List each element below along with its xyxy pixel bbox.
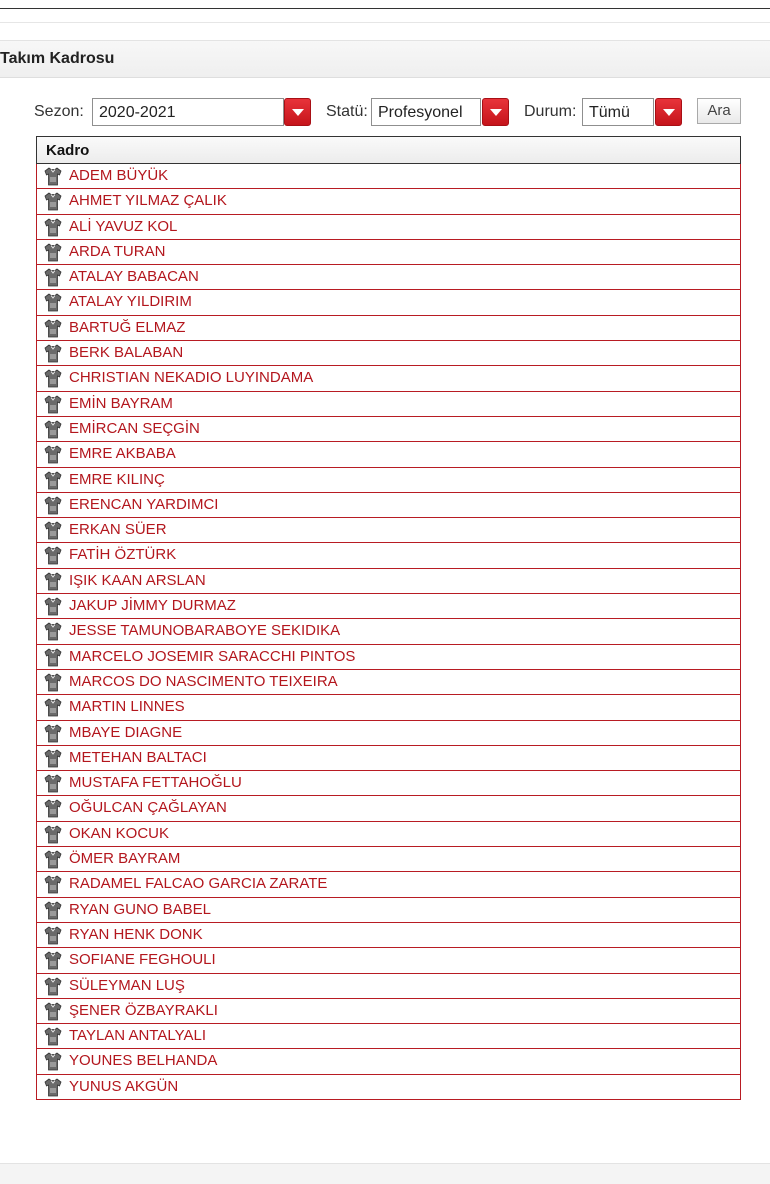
player-row[interactable] bbox=[36, 543, 741, 568]
jersey-icon bbox=[44, 167, 62, 186]
player-name-link[interactable]: ERKAN SÜER bbox=[69, 521, 167, 539]
player-row[interactable] bbox=[36, 923, 741, 948]
player-row[interactable] bbox=[36, 493, 741, 518]
player-row[interactable] bbox=[36, 189, 741, 214]
player-row[interactable] bbox=[36, 215, 741, 240]
player-name-link[interactable]: ATALAY BABACAN bbox=[69, 268, 199, 286]
player-row[interactable] bbox=[36, 872, 741, 897]
section-header bbox=[0, 40, 770, 78]
jersey-icon bbox=[44, 369, 62, 388]
player-name-link[interactable]: SOFIANE FEGHOULI bbox=[69, 951, 216, 969]
player-row[interactable] bbox=[36, 999, 741, 1024]
player-name-link[interactable]: JAKUP JİMMY DURMAZ bbox=[69, 597, 236, 615]
jersey-icon bbox=[44, 243, 62, 262]
status-dropdown-button[interactable] bbox=[482, 98, 509, 126]
player-row[interactable] bbox=[36, 468, 741, 493]
player-name-link[interactable]: ŞENER ÖZBAYRAKLI bbox=[69, 1001, 218, 1019]
player-row[interactable] bbox=[36, 341, 741, 366]
player-row[interactable] bbox=[36, 518, 741, 543]
jersey-icon bbox=[44, 774, 62, 793]
player-name-link[interactable]: IŞIK KAAN ARSLAN bbox=[69, 571, 206, 589]
player-name-link[interactable]: JESSE TAMUNOBARABOYE SEKIDIKA bbox=[69, 622, 341, 640]
player-row[interactable] bbox=[36, 164, 741, 189]
player-row[interactable] bbox=[36, 240, 741, 265]
jersey-icon bbox=[44, 293, 62, 312]
status-select-value: Profesyonel bbox=[378, 104, 463, 121]
player-name-link[interactable]: ADEM BÜYÜK bbox=[69, 167, 169, 184]
jersey-icon bbox=[44, 673, 62, 692]
jersey-icon bbox=[44, 875, 62, 894]
player-name-link[interactable]: RYAN GUNO BABEL bbox=[69, 900, 211, 918]
player-row[interactable] bbox=[36, 974, 741, 999]
section-title: Takım Kadrosu bbox=[0, 50, 115, 67]
player-name-link[interactable]: TAYLAN ANTALYALI bbox=[69, 1027, 206, 1045]
player-name-link[interactable]: ATALAY YILDIRIM bbox=[69, 293, 192, 311]
season-dropdown-button[interactable] bbox=[284, 98, 311, 126]
player-row[interactable] bbox=[36, 822, 741, 847]
condition-label: Durum: bbox=[524, 103, 577, 120]
jersey-icon bbox=[44, 192, 62, 211]
player-row[interactable] bbox=[36, 442, 741, 467]
player-name-link[interactable]: FATİH ÖZTÜRK bbox=[69, 546, 177, 564]
chevron-down-icon bbox=[291, 108, 305, 118]
jersey-icon bbox=[44, 724, 62, 743]
jersey-icon bbox=[44, 597, 62, 616]
jersey-icon bbox=[44, 825, 62, 844]
player-name-link[interactable]: ALİ YAVUZ KOL bbox=[69, 217, 178, 235]
player-name-link[interactable]: MARCELO JOSEMIR SARACCHI PINTOS bbox=[69, 647, 356, 665]
jersey-icon bbox=[44, 951, 62, 970]
table-header-label: Kadro bbox=[46, 142, 90, 159]
player-row[interactable] bbox=[36, 392, 741, 417]
player-name-link[interactable]: EMRE KILINÇ bbox=[69, 470, 165, 488]
search-button[interactable]: Ara bbox=[697, 98, 741, 124]
jersey-icon bbox=[44, 268, 62, 287]
jersey-icon bbox=[44, 395, 62, 414]
jersey-icon bbox=[44, 496, 62, 515]
jersey-icon bbox=[44, 1002, 62, 1021]
player-row[interactable] bbox=[36, 1024, 741, 1049]
jersey-icon bbox=[44, 218, 62, 237]
status-select[interactable] bbox=[371, 98, 481, 126]
player-name-link[interactable]: ERENCAN YARDIMCI bbox=[69, 495, 219, 513]
player-name-link[interactable]: RYAN HENK DONK bbox=[69, 925, 203, 943]
player-name-link[interactable]: ÖMER BAYRAM bbox=[69, 850, 181, 868]
player-row[interactable] bbox=[36, 290, 741, 315]
player-row[interactable] bbox=[36, 670, 741, 695]
jersey-icon bbox=[44, 445, 62, 464]
jersey-icon bbox=[44, 344, 62, 363]
player-row[interactable] bbox=[36, 619, 741, 644]
jersey-icon bbox=[44, 1078, 62, 1097]
player-name-link[interactable]: METEHAN BALTACI bbox=[69, 748, 207, 766]
player-row[interactable] bbox=[36, 645, 741, 670]
season-label: Sezon: bbox=[34, 103, 84, 120]
player-name-link[interactable]: RADAMEL FALCAO GARCIA ZARATE bbox=[69, 875, 328, 893]
player-name-link[interactable]: MARCOS DO NASCIMENTO TEIXEIRA bbox=[69, 672, 338, 690]
jersey-icon bbox=[44, 850, 62, 869]
player-row[interactable] bbox=[36, 721, 741, 746]
player-row[interactable] bbox=[36, 417, 741, 442]
jersey-icon bbox=[44, 471, 62, 490]
player-row[interactable] bbox=[36, 771, 741, 796]
player-row[interactable] bbox=[36, 1075, 741, 1100]
player-name-link[interactable]: MBAYE DIAGNE bbox=[69, 723, 183, 741]
player-row[interactable] bbox=[36, 695, 741, 720]
player-name-link[interactable]: YUNUS AKGÜN bbox=[69, 1077, 179, 1095]
jersey-icon bbox=[44, 926, 62, 945]
jersey-icon bbox=[44, 622, 62, 641]
jersey-icon bbox=[44, 521, 62, 540]
season-select[interactable] bbox=[92, 98, 284, 126]
jersey-icon bbox=[44, 648, 62, 667]
jersey-icon bbox=[44, 319, 62, 338]
player-name-link[interactable]: MARTIN LINNES bbox=[69, 698, 185, 716]
player-row[interactable] bbox=[36, 898, 741, 923]
filter-bar bbox=[34, 97, 742, 127]
player-row[interactable] bbox=[36, 366, 741, 391]
jersey-icon bbox=[44, 698, 62, 717]
player-row[interactable] bbox=[36, 316, 741, 341]
jersey-icon bbox=[44, 901, 62, 920]
player-name-link[interactable]: OĞULCAN ÇAĞLAYAN bbox=[69, 799, 227, 817]
condition-select[interactable] bbox=[582, 98, 654, 126]
footer-divider bbox=[0, 1163, 770, 1184]
player-row[interactable] bbox=[36, 746, 741, 771]
player-name-link[interactable]: BERK BALABAN bbox=[69, 344, 184, 362]
status-label: Statü: bbox=[326, 103, 368, 120]
player-name-link[interactable]: EMRE AKBABA bbox=[69, 445, 176, 463]
jersey-icon bbox=[44, 799, 62, 818]
player-name-link[interactable]: YOUNES BELHANDA bbox=[69, 1052, 218, 1070]
divider bbox=[0, 22, 770, 23]
player-row[interactable] bbox=[36, 1049, 741, 1074]
player-list bbox=[36, 164, 741, 1100]
player-name-link[interactable]: OKAN KOCUK bbox=[69, 824, 170, 842]
player-row[interactable] bbox=[36, 594, 741, 619]
jersey-icon bbox=[44, 977, 62, 996]
player-row[interactable] bbox=[36, 796, 741, 821]
jersey-icon bbox=[44, 1052, 62, 1071]
top-strip bbox=[0, 0, 770, 9]
player-name-link[interactable]: CHRISTIAN NEKADIO LUYINDAMA bbox=[69, 369, 314, 387]
jersey-icon bbox=[44, 546, 62, 565]
player-name-link[interactable]: BARTUĞ ELMAZ bbox=[69, 318, 186, 336]
player-name-link[interactable]: EMİN BAYRAM bbox=[69, 394, 173, 412]
player-name-link[interactable]: MUSTAFA FETTAHOĞLU bbox=[69, 774, 242, 792]
chevron-down-icon bbox=[662, 108, 676, 118]
player-row[interactable] bbox=[36, 569, 741, 594]
condition-select-value: Tümü bbox=[589, 104, 630, 121]
chevron-down-icon bbox=[489, 108, 503, 118]
player-name-link[interactable]: AHMET YILMAZ ÇALIK bbox=[69, 192, 227, 210]
squad-table bbox=[36, 136, 741, 1100]
jersey-icon bbox=[44, 572, 62, 591]
jersey-icon bbox=[44, 420, 62, 439]
player-row[interactable] bbox=[36, 265, 741, 290]
player-row[interactable] bbox=[36, 948, 741, 973]
jersey-icon bbox=[44, 1027, 62, 1046]
player-name-link[interactable]: EMİRCAN SEÇGİN bbox=[69, 419, 200, 437]
player-name-link[interactable]: ARDA TURAN bbox=[69, 242, 166, 260]
condition-dropdown-button[interactable] bbox=[655, 98, 682, 126]
player-name-link[interactable]: SÜLEYMAN LUŞ bbox=[69, 976, 185, 994]
table-header bbox=[36, 136, 741, 164]
player-row[interactable] bbox=[36, 847, 741, 872]
season-select-value: 2020-2021 bbox=[99, 104, 176, 121]
jersey-icon bbox=[44, 749, 62, 768]
